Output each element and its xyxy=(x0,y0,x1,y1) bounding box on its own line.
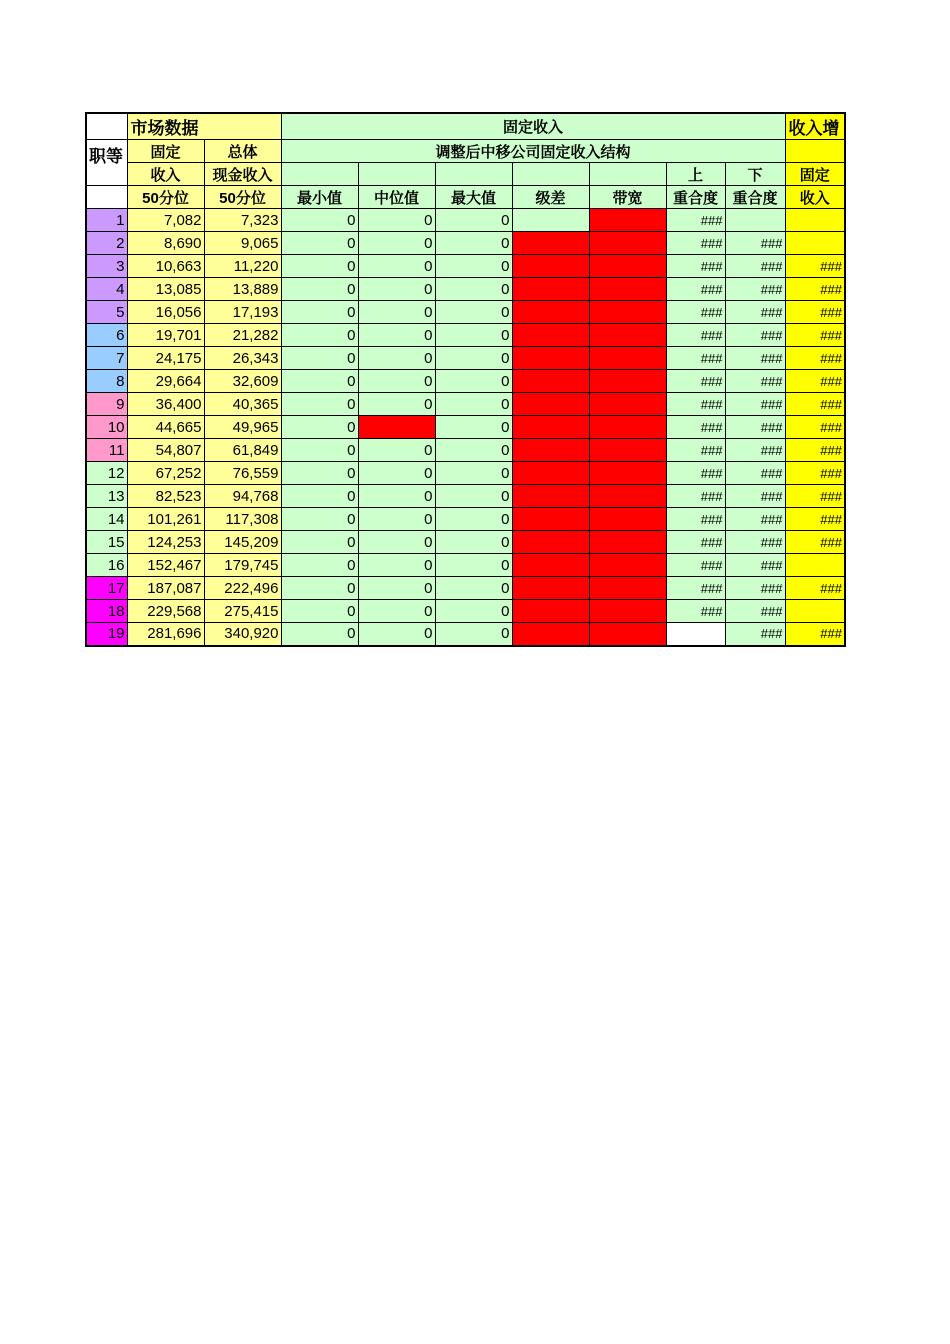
upper-overlap-cell[interactable] xyxy=(666,623,725,646)
income-increase-cell[interactable] xyxy=(785,232,845,255)
fixed-income-cell[interactable]: 82,523 xyxy=(127,485,204,508)
income-increase-cell[interactable]: ### xyxy=(785,577,845,600)
median-cell[interactable]: 0 xyxy=(358,209,435,232)
min-cell[interactable]: 0 xyxy=(281,462,358,485)
max-cell[interactable]: 0 xyxy=(435,485,512,508)
fixed2-header[interactable]: 固定 xyxy=(785,163,845,186)
median-cell[interactable]: 0 xyxy=(358,324,435,347)
lower-overlap-cell[interactable] xyxy=(725,209,785,232)
grade-cell[interactable]: 11 xyxy=(86,439,127,462)
max-cell[interactable]: 0 xyxy=(435,577,512,600)
lower-overlap-cell[interactable]: ### xyxy=(725,577,785,600)
bandwidth-cell[interactable] xyxy=(589,508,666,531)
median-header[interactable]: 中位值 xyxy=(358,186,435,209)
bandwidth-cell[interactable] xyxy=(589,347,666,370)
lower-header[interactable]: 下 xyxy=(725,163,785,186)
grade-diff-header[interactable]: 级差 xyxy=(512,186,589,209)
bandwidth-cell[interactable] xyxy=(589,462,666,485)
upper-overlap-cell[interactable]: ### xyxy=(666,324,725,347)
income-increase-cell[interactable]: ### xyxy=(785,623,845,646)
max-cell[interactable]: 0 xyxy=(435,508,512,531)
fixed-income-header[interactable]: 固定收入 xyxy=(281,113,785,140)
lower-overlap-cell[interactable]: ### xyxy=(725,370,785,393)
spreadsheet xyxy=(85,112,846,647)
lower-overlap-cell[interactable]: ### xyxy=(725,508,785,531)
median-cell[interactable]: 0 xyxy=(358,255,435,278)
max-cell[interactable]: 0 xyxy=(435,209,512,232)
total-cash-cell[interactable]: 26,343 xyxy=(204,347,281,370)
blank-cell[interactable] xyxy=(86,186,127,209)
grade-diff-cell[interactable] xyxy=(512,554,589,577)
bandwidth-cell[interactable] xyxy=(589,255,666,278)
lower-overlap-cell[interactable]: ### xyxy=(725,347,785,370)
median-cell[interactable]: 0 xyxy=(358,554,435,577)
table-row xyxy=(86,370,845,393)
income-increase-cell[interactable]: ### xyxy=(785,393,845,416)
table-row xyxy=(86,416,845,439)
median-cell[interactable]: 0 xyxy=(358,439,435,462)
median-cell[interactable]: 0 xyxy=(358,485,435,508)
bandwidth-cell[interactable] xyxy=(589,278,666,301)
fixed-income-cell[interactable]: 16,056 xyxy=(127,301,204,324)
max-cell[interactable]: 0 xyxy=(435,324,512,347)
fixed-income-cell[interactable]: 101,261 xyxy=(127,508,204,531)
lower-overlap-cell[interactable]: ### xyxy=(725,485,785,508)
blank-cell[interactable] xyxy=(358,163,435,186)
max-cell[interactable]: 0 xyxy=(435,278,512,301)
median-cell[interactable] xyxy=(358,416,435,439)
grade-cell[interactable]: 19 xyxy=(86,623,127,646)
grade-cell[interactable]: 12 xyxy=(86,462,127,485)
total-cash-cell[interactable]: 76,559 xyxy=(204,462,281,485)
grade-cell[interactable]: 13 xyxy=(86,485,127,508)
total-cash-cell[interactable]: 222,496 xyxy=(204,577,281,600)
table-row xyxy=(86,439,845,462)
table-row xyxy=(86,462,845,485)
salary-structure-table xyxy=(85,112,846,647)
median-cell[interactable]: 0 xyxy=(358,623,435,646)
upper-overlap-cell[interactable]: ### xyxy=(666,577,725,600)
upper-overlap-cell[interactable]: ### xyxy=(666,485,725,508)
upper-overlap-cell[interactable]: ### xyxy=(666,531,725,554)
p50-total-header[interactable]: 50分位 xyxy=(204,186,281,209)
lower-overlap-cell[interactable]: ### xyxy=(725,462,785,485)
total-cash-cell[interactable]: 340,920 xyxy=(204,623,281,646)
fixed-income-cell[interactable]: 124,253 xyxy=(127,531,204,554)
total-cash-cell[interactable]: 49,965 xyxy=(204,416,281,439)
table-row xyxy=(86,554,845,577)
grade-diff-cell[interactable] xyxy=(512,301,589,324)
income-increase-cell[interactable]: ### xyxy=(785,278,845,301)
fixed-income-cell[interactable]: 44,665 xyxy=(127,416,204,439)
grade-cell[interactable]: 9 xyxy=(86,393,127,416)
lower-overlap-cell[interactable]: ### xyxy=(725,439,785,462)
total-cash-cell[interactable]: 11,220 xyxy=(204,255,281,278)
total-header[interactable]: 总体 xyxy=(204,140,281,163)
min-cell[interactable]: 0 xyxy=(281,232,358,255)
lower-overlap-cell[interactable]: ### xyxy=(725,600,785,623)
max-cell[interactable]: 0 xyxy=(435,600,512,623)
median-cell[interactable]: 0 xyxy=(358,531,435,554)
min-cell[interactable]: 0 xyxy=(281,255,358,278)
total-cash-cell[interactable]: 179,745 xyxy=(204,554,281,577)
max-cell[interactable]: 0 xyxy=(435,393,512,416)
upper-overlap-cell[interactable]: ### xyxy=(666,416,725,439)
fixed-income-cell[interactable]: 24,175 xyxy=(127,347,204,370)
median-cell[interactable]: 0 xyxy=(358,232,435,255)
income-increase-header[interactable]: 收入增 xyxy=(785,113,845,140)
max-header[interactable]: 最大值 xyxy=(435,186,512,209)
median-cell[interactable]: 0 xyxy=(358,278,435,301)
fixed-income-cell[interactable]: 29,664 xyxy=(127,370,204,393)
upper-overlap-cell[interactable]: ### xyxy=(666,278,725,301)
lower-overlap-cell[interactable]: ### xyxy=(725,324,785,347)
grade-cell[interactable]: 2 xyxy=(86,232,127,255)
median-cell[interactable]: 0 xyxy=(358,600,435,623)
fixed-income-cell[interactable]: 19,701 xyxy=(127,324,204,347)
table-row xyxy=(86,531,845,554)
income-header[interactable]: 收入 xyxy=(127,163,204,186)
bandwidth-cell[interactable] xyxy=(589,577,666,600)
max-cell[interactable]: 0 xyxy=(435,554,512,577)
bandwidth-cell[interactable] xyxy=(589,531,666,554)
table-row xyxy=(86,324,845,347)
min-cell[interactable]: 0 xyxy=(281,485,358,508)
adjusted-structure-header[interactable]: 调整后中移公司固定收入结构 xyxy=(281,140,785,163)
median-cell[interactable]: 0 xyxy=(358,370,435,393)
grade-cell[interactable]: 15 xyxy=(86,531,127,554)
fixed-income-cell[interactable]: 229,568 xyxy=(127,600,204,623)
fixed-income-cell[interactable]: 13,085 xyxy=(127,278,204,301)
fixed-income-cell[interactable]: 7,082 xyxy=(127,209,204,232)
fixed-income-cell[interactable]: 67,252 xyxy=(127,462,204,485)
grade-cell[interactable]: 17 xyxy=(86,577,127,600)
upper-overlap-cell[interactable]: ### xyxy=(666,301,725,324)
fixed-income-cell[interactable]: 54,807 xyxy=(127,439,204,462)
total-cash-cell[interactable]: 145,209 xyxy=(204,531,281,554)
grade-diff-cell[interactable] xyxy=(512,508,589,531)
income-increase-cell[interactable] xyxy=(785,209,845,232)
min-cell[interactable]: 0 xyxy=(281,600,358,623)
median-cell[interactable]: 0 xyxy=(358,393,435,416)
table-row xyxy=(86,347,845,370)
upper-overlap-cell[interactable]: ### xyxy=(666,554,725,577)
income-increase-cell[interactable]: ### xyxy=(785,508,845,531)
table-row xyxy=(86,577,845,600)
lower-overlap-cell[interactable]: ### xyxy=(725,531,785,554)
total-cash-cell[interactable]: 94,768 xyxy=(204,485,281,508)
grade-cell[interactable]: 16 xyxy=(86,554,127,577)
grade-diff-cell[interactable] xyxy=(512,232,589,255)
income-increase-cell[interactable]: ### xyxy=(785,531,845,554)
total-cash-cell[interactable]: 21,282 xyxy=(204,324,281,347)
min-cell[interactable]: 0 xyxy=(281,531,358,554)
income-increase-cell[interactable] xyxy=(785,600,845,623)
bandwidth-cell[interactable] xyxy=(589,554,666,577)
max-cell[interactable]: 0 xyxy=(435,623,512,646)
grade-diff-cell[interactable] xyxy=(512,393,589,416)
table-row xyxy=(86,623,845,646)
upper-overlap-cell[interactable]: ### xyxy=(666,209,725,232)
min-cell[interactable]: 0 xyxy=(281,508,358,531)
median-cell[interactable]: 0 xyxy=(358,347,435,370)
bandwidth-cell[interactable] xyxy=(589,623,666,646)
grade-diff-cell[interactable] xyxy=(512,370,589,393)
fixed-income-cell[interactable]: 36,400 xyxy=(127,393,204,416)
grade-diff-cell[interactable] xyxy=(512,577,589,600)
fixed-income-cell[interactable]: 8,690 xyxy=(127,232,204,255)
lower-overlap-cell[interactable]: ### xyxy=(725,278,785,301)
median-cell[interactable]: 0 xyxy=(358,577,435,600)
grade-diff-cell[interactable] xyxy=(512,462,589,485)
table-row xyxy=(86,209,845,232)
cash-income-header[interactable]: 现金收入 xyxy=(204,163,281,186)
total-cash-cell[interactable]: 32,609 xyxy=(204,370,281,393)
bandwidth-cell[interactable] xyxy=(589,324,666,347)
min-header[interactable]: 最小值 xyxy=(281,186,358,209)
min-cell[interactable]: 0 xyxy=(281,301,358,324)
bandwidth-cell[interactable] xyxy=(589,439,666,462)
fixed-income-cell[interactable]: 281,696 xyxy=(127,623,204,646)
blank-cell[interactable] xyxy=(785,140,845,163)
grade-cell[interactable]: 1 xyxy=(86,209,127,232)
grade-cell[interactable]: 18 xyxy=(86,600,127,623)
bandwidth-header[interactable]: 带宽 xyxy=(589,186,666,209)
lower-overlap-cell[interactable]: ### xyxy=(725,623,785,646)
total-cash-cell[interactable]: 9,065 xyxy=(204,232,281,255)
bandwidth-cell[interactable] xyxy=(589,209,666,232)
upper-overlap-cell[interactable]: ### xyxy=(666,347,725,370)
bandwidth-cell[interactable] xyxy=(589,600,666,623)
table-row xyxy=(86,255,845,278)
grade-cell[interactable]: 5 xyxy=(86,301,127,324)
grade-cell[interactable]: 3 xyxy=(86,255,127,278)
upper-overlap-cell[interactable]: ### xyxy=(666,508,725,531)
max-cell[interactable]: 0 xyxy=(435,416,512,439)
grade-cell[interactable]: 7 xyxy=(86,347,127,370)
grade-cell[interactable]: 4 xyxy=(86,278,127,301)
blank-cell[interactable] xyxy=(281,163,358,186)
grade-diff-cell[interactable] xyxy=(512,278,589,301)
table-row xyxy=(86,508,845,531)
grade-diff-cell[interactable] xyxy=(512,209,589,232)
min-cell[interactable]: 0 xyxy=(281,439,358,462)
upper-overlap-cell[interactable]: ### xyxy=(666,462,725,485)
median-cell[interactable]: 0 xyxy=(358,508,435,531)
upper-overlap-cell[interactable]: ### xyxy=(666,370,725,393)
table-row xyxy=(86,301,845,324)
grade-cell[interactable]: 8 xyxy=(86,370,127,393)
min-cell[interactable]: 0 xyxy=(281,577,358,600)
income-increase-cell[interactable]: ### xyxy=(785,347,845,370)
grade-cell[interactable]: 14 xyxy=(86,508,127,531)
table-row xyxy=(86,232,845,255)
total-cash-cell[interactable]: 117,308 xyxy=(204,508,281,531)
grade-diff-cell[interactable] xyxy=(512,600,589,623)
max-cell[interactable]: 0 xyxy=(435,301,512,324)
min-cell[interactable]: 0 xyxy=(281,393,358,416)
upper-overlap-cell[interactable]: ### xyxy=(666,255,725,278)
max-cell[interactable]: 0 xyxy=(435,439,512,462)
min-cell[interactable]: 0 xyxy=(281,416,358,439)
grade-header[interactable]: 职等 xyxy=(86,140,127,186)
bandwidth-cell[interactable] xyxy=(589,301,666,324)
income-increase-cell[interactable]: ### xyxy=(785,439,845,462)
bandwidth-cell[interactable] xyxy=(589,416,666,439)
max-cell[interactable]: 0 xyxy=(435,462,512,485)
grade-diff-cell[interactable] xyxy=(512,324,589,347)
min-cell[interactable]: 0 xyxy=(281,278,358,301)
max-cell[interactable]: 0 xyxy=(435,531,512,554)
lower-overlap-cell[interactable]: ### xyxy=(725,554,785,577)
lower-overlap-header[interactable]: 重合度 xyxy=(725,186,785,209)
blank-cell[interactable] xyxy=(512,163,589,186)
fixed-header[interactable]: 固定 xyxy=(127,140,204,163)
grade-diff-cell[interactable] xyxy=(512,485,589,508)
min-cell[interactable]: 0 xyxy=(281,623,358,646)
min-cell[interactable]: 0 xyxy=(281,209,358,232)
grade-diff-cell[interactable] xyxy=(512,347,589,370)
max-cell[interactable]: 0 xyxy=(435,232,512,255)
min-cell[interactable]: 0 xyxy=(281,554,358,577)
p50-fixed-header[interactable]: 50分位 xyxy=(127,186,204,209)
table-row xyxy=(86,393,845,416)
grade-cell[interactable]: 10 xyxy=(86,416,127,439)
total-cash-cell[interactable]: 13,889 xyxy=(204,278,281,301)
income-increase-cell[interactable]: ### xyxy=(785,255,845,278)
income-increase-cell[interactable]: ### xyxy=(785,485,845,508)
upper-overlap-cell[interactable]: ### xyxy=(666,439,725,462)
table-row xyxy=(86,485,845,508)
total-cash-cell[interactable]: 61,849 xyxy=(204,439,281,462)
upper-overlap-header[interactable]: 重合度 xyxy=(666,186,725,209)
income-increase-cell[interactable]: ### xyxy=(785,301,845,324)
bandwidth-cell[interactable] xyxy=(589,232,666,255)
lower-overlap-cell[interactable]: ### xyxy=(725,393,785,416)
blank-cell[interactable] xyxy=(86,113,127,140)
upper-overlap-cell[interactable]: ### xyxy=(666,232,725,255)
max-cell[interactable]: 0 xyxy=(435,255,512,278)
bandwidth-cell[interactable] xyxy=(589,370,666,393)
blank-cell[interactable] xyxy=(589,163,666,186)
income-increase-cell[interactable] xyxy=(785,554,845,577)
total-cash-cell[interactable]: 7,323 xyxy=(204,209,281,232)
fixed-income-cell[interactable]: 187,087 xyxy=(127,577,204,600)
total-cash-cell[interactable]: 17,193 xyxy=(204,301,281,324)
income-increase-cell[interactable]: ### xyxy=(785,370,845,393)
max-cell[interactable]: 0 xyxy=(435,347,512,370)
grade-cell[interactable]: 6 xyxy=(86,324,127,347)
blank-cell[interactable] xyxy=(435,163,512,186)
min-cell[interactable]: 0 xyxy=(281,324,358,347)
max-cell[interactable]: 0 xyxy=(435,370,512,393)
upper-overlap-cell[interactable]: ### xyxy=(666,600,725,623)
table-row xyxy=(86,278,845,301)
table-row xyxy=(86,600,845,623)
lower-overlap-cell[interactable]: ### xyxy=(725,255,785,278)
fixed-income-cell[interactable]: 152,467 xyxy=(127,554,204,577)
income-increase-cell[interactable]: ### xyxy=(785,462,845,485)
fixed-income-cell[interactable]: 10,663 xyxy=(127,255,204,278)
total-cash-cell[interactable]: 275,415 xyxy=(204,600,281,623)
median-cell[interactable]: 0 xyxy=(358,301,435,324)
bandwidth-cell[interactable] xyxy=(589,393,666,416)
grade-diff-cell[interactable] xyxy=(512,623,589,646)
upper-header[interactable]: 上 xyxy=(666,163,725,186)
income2-header[interactable]: 收入 xyxy=(785,186,845,209)
income-increase-cell[interactable]: ### xyxy=(785,324,845,347)
min-cell[interactable]: 0 xyxy=(281,370,358,393)
upper-overlap-cell[interactable]: ### xyxy=(666,393,725,416)
lower-overlap-cell[interactable]: ### xyxy=(725,232,785,255)
min-cell[interactable]: 0 xyxy=(281,347,358,370)
lower-overlap-cell[interactable]: ### xyxy=(725,416,785,439)
market-data-header[interactable]: 市场数据 xyxy=(127,113,281,140)
grade-diff-cell[interactable] xyxy=(512,439,589,462)
grade-diff-cell[interactable] xyxy=(512,531,589,554)
median-cell[interactable]: 0 xyxy=(358,462,435,485)
lower-overlap-cell[interactable]: ### xyxy=(725,301,785,324)
income-increase-cell[interactable]: ### xyxy=(785,416,845,439)
total-cash-cell[interactable]: 40,365 xyxy=(204,393,281,416)
grade-diff-cell[interactable] xyxy=(512,255,589,278)
grade-diff-cell[interactable] xyxy=(512,416,589,439)
bandwidth-cell[interactable] xyxy=(589,485,666,508)
